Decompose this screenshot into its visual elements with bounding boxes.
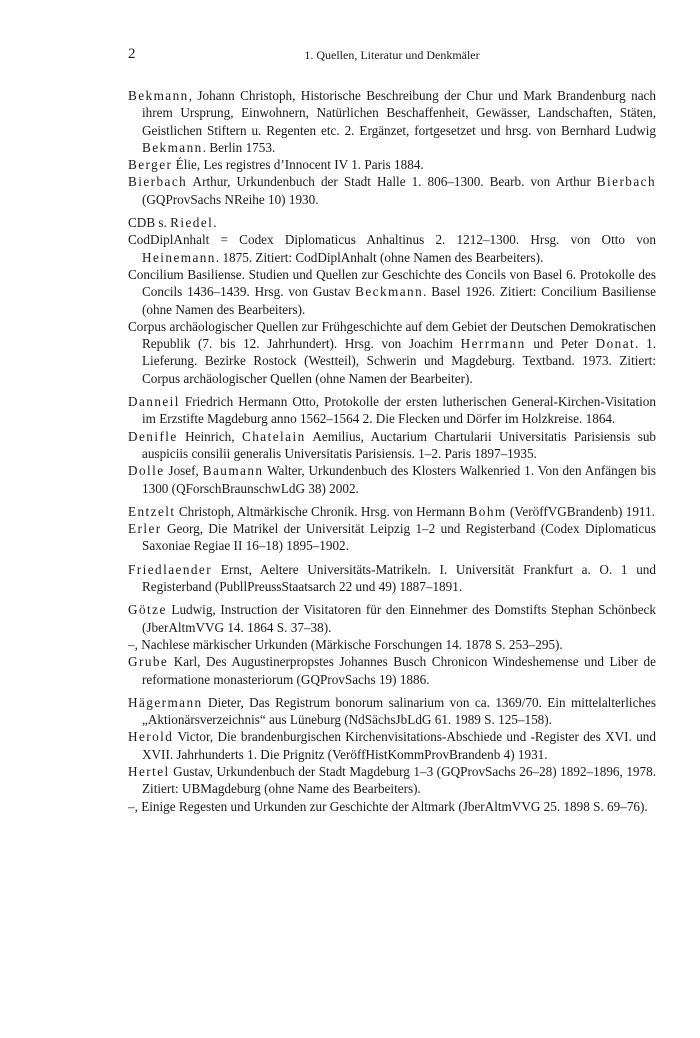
author-name: Bierbach	[596, 174, 656, 190]
bib-entry	[128, 763, 656, 798]
entry-text: Corpus archäologischer Quellen zur Frühgeschichte auf dem Gebiet der Deutschen Demokratischen Republik (7. bis 12. Jahrhundert). Hrsg. von Joachim	[128, 318, 656, 352]
author-name: Hertel	[128, 763, 170, 779]
bib-entry	[128, 156, 656, 173]
bib-entry	[128, 636, 656, 653]
entry-text: Dieter, Das Registrum bonorum salinarium von ca. 1369/70. Ein mittelalterliches „Aktionärsverzeichnis“ aus Lüneburg (NdSächsJbLdG 61. 1989 S. 125–158).	[142, 694, 656, 728]
entry-text: Friedrich Hermann Otto, Protokolle der ersten lutherischen General-Kirchen-Visitation im Erzstifte Magdeburg anno 1562–1564 2. Die Flecken und Dörfer im Holzkreise. 1864.	[142, 394, 656, 427]
author-name: Entzelt	[128, 503, 176, 519]
bib-entry	[128, 393, 656, 428]
author-name: Herrmann	[460, 336, 526, 352]
bib-entry	[128, 231, 656, 266]
author-name: Erler	[128, 521, 162, 537]
page-header	[128, 46, 656, 66]
author-name: Berger	[128, 157, 173, 173]
bib-entry	[128, 462, 656, 497]
author-name: Denifle	[128, 428, 178, 444]
entry-text: . 1875. Zitiert: CodDiplAnhalt (ohne Namen des Bearbeiters).	[215, 249, 544, 265]
entry-text: (GQProvSachs NReihe 10) 1930.	[142, 191, 319, 207]
bib-entry	[128, 87, 656, 156]
author-name: Bohm	[468, 503, 507, 519]
entry-text: –, Nachlese märkischer Urkunden (Märkische Forschungen 14. 1878 S. 253–295).	[128, 636, 563, 652]
entry-text: Heinrich,	[177, 428, 243, 444]
entry-text: und Peter	[525, 336, 596, 352]
entry-text: .	[213, 215, 217, 231]
running-head: 1. Quellen, Literatur und Denkmäler	[304, 48, 480, 62]
author-name: Baumann	[202, 463, 264, 479]
entry-text: Arthur, Urkundenbuch der Stadt Halle 1. 806–1300. Bearb. von Arthur	[187, 174, 597, 190]
entry-text: Walter, Urkundenbuch des Klosters Walkenried 1. Von den Anfängen bis 1300 (QForschBraunschwLdG 38) 2002.	[142, 463, 656, 496]
entry-text: CodDiplAnhalt = Codex Diplomaticus Anhaltinus 2. 1212–1300. Hrsg. von Otto von	[128, 232, 656, 248]
entry-text: Concilium Basiliense. Studien und Quellen zur Geschichte des Concils von Basel 6. Protokolle des Concils 1436–1439. Hrsg. von Gustav	[128, 266, 656, 300]
entry-text: Karl, Des Augustinerpropstes Johannes Busch Chronicon Windeshemense und Liber de reformatione monasteriorum (GQProvSachs 19) 1886.	[142, 654, 656, 687]
entry-text: Josef,	[164, 463, 203, 479]
bib-entry	[128, 561, 656, 596]
bib-entry	[128, 173, 656, 208]
entry-text: Georg, Die Matrikel der Universität Leipzig 1–2 und Registerband (Codex Diplomaticus Saxoniae Regiae II 16–18) 1895–1902.	[142, 521, 656, 554]
entry-text: –, Einige Regesten und Urkunden zur Geschichte der Altmark (JberAltmVVG 25. 1898 S. 69–76).	[128, 798, 648, 814]
bib-entry	[128, 601, 656, 636]
bibliography-list	[128, 87, 656, 815]
author-name: Donat	[595, 336, 636, 352]
entry-text: Aemilius, Auctarium Chartularii Universitatis Parisiensis sub auspiciis consilii generalis Universitatis Parisiensis. 1–2. Paris 1897–1935.	[142, 428, 657, 461]
author-name: Friedlaender	[128, 561, 213, 577]
bib-entry	[128, 520, 656, 555]
bib-entry	[128, 266, 656, 318]
bib-entry	[128, 653, 656, 688]
author-name: Bierbach	[128, 174, 188, 190]
author-name: Heinemann	[142, 249, 216, 265]
entry-text: , Johann Christoph, Historische Beschreibung der Chur und Mark Brandenburg nach ihrem Ursprung, Einwohnern, Natürlichen Beschaffenheit, Gewässer, Landschaften, Stäten, Geistlichen Stiftern u. Regenten etc. 2. Ergänzet, fortgesetzet und hrsg. von Bernhard Ludwig	[142, 88, 656, 138]
bib-entry	[128, 214, 656, 231]
page-number: 2	[128, 46, 136, 62]
entry-text: Victor, Die brandenburgischen Kirchenvisitations-Abschiede und -Register des XVI. und XVII. Jahrhunderts 1. Die Prignitz (VeröffHistKommProvBrandenb 4) 1931.	[142, 729, 656, 762]
entry-text: Gustav, Urkundenbuch der Stadt Magdeburg 1–3 (GQProvSachs 26–28) 1892–1896, 1978. Zitiert: UBMagdeburg (ohne Name des Bearbeiters).	[142, 763, 656, 797]
entry-text: (VeröffVGBrandenb) 1911.	[506, 503, 655, 519]
author-name: Beckmann	[355, 284, 424, 300]
author-name: Bekmann	[142, 139, 203, 155]
author-name: Dolle	[128, 463, 165, 479]
entry-text: Ludwig, Instruction der Visitatoren für den Einnehmer des Domstifts Stephan Schönbeck (JberAltmVVG 14. 1864 S. 37–38).	[142, 602, 656, 635]
bib-entry	[128, 798, 656, 815]
bib-entry	[128, 728, 656, 763]
bib-entry	[128, 318, 656, 387]
bib-entry	[128, 694, 656, 729]
author-name: Götze	[128, 602, 167, 618]
author-name: Herold	[128, 729, 174, 745]
entry-text: Christoph, Altmärkische Chronik. Hrsg. von Hermann	[175, 503, 469, 519]
entry-text: . 1. Lieferung. Bezirke Rostock (Westteil), Schwerin und Magdeburg. Textband. 1973. Zitiert: Corpus archäologischer Quellen (ohne Namen der Bearbeiter).	[142, 336, 656, 386]
author-name: Danneil	[128, 394, 180, 410]
bib-entry	[128, 428, 656, 463]
bib-entry	[128, 503, 656, 520]
entry-text: Ernst, Aeltere Universitäts-Matrikeln. I. Universität Frankfurt a. O. 1 und Registerband (PubllPreussStaatsarch 22 und 49) 1887–1891.	[142, 561, 656, 595]
author-name: Hägermann	[128, 694, 203, 710]
entry-text: CDB s.	[128, 215, 171, 231]
entry-text: . Basel 1926. Zitiert: Concilium Basiliense (ohne Namen des Bearbeiters).	[142, 284, 656, 317]
author-name: Bekmann	[128, 88, 189, 103]
entry-text: Élie, Les registres d’Innocent IV 1. Paris 1884.	[172, 157, 424, 173]
author-name: Chatelain	[242, 428, 306, 444]
entry-text: . Berlin 1753.	[202, 139, 276, 155]
author-name: Riedel	[170, 215, 214, 231]
author-name: Grube	[128, 654, 169, 670]
